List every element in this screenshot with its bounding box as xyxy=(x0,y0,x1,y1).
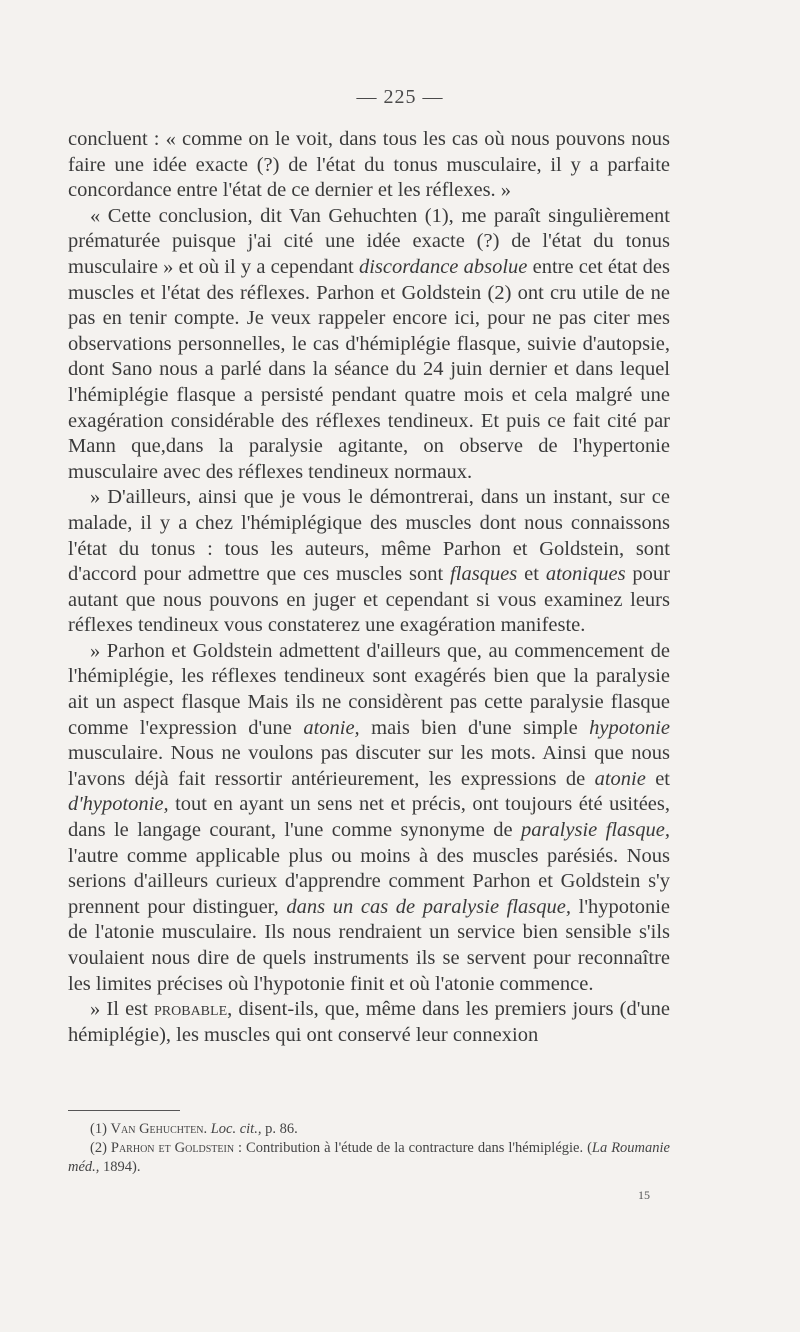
footnote-1 xyxy=(68,1120,670,1139)
footnote-rule xyxy=(68,1110,180,1111)
small-caps: probable xyxy=(154,998,228,1021)
emphasis: atonie xyxy=(594,767,646,790)
emphasis: paralysie flasque, xyxy=(520,819,671,842)
emphasis: d'hypotonie, xyxy=(68,793,169,816)
emphasis: atoniques xyxy=(545,563,626,586)
text-run: tout en ayant un sens net et précis, ont toujours été usitées, dans le langage courant, l'une comme synonyme de xyxy=(68,793,670,842)
paragraph-4 xyxy=(68,639,670,997)
paragraph-3 xyxy=(68,485,670,639)
text-run: l'autre comme applicable plus ou moins à des muscles parésiés. Nous serions d'ailleurs curieux d'apprendre comment Parhon et Goldstein s'y prennent pour distinguer, xyxy=(68,844,670,918)
body-text xyxy=(68,127,670,1048)
text-run: l'hypotonie de l'atonie musculaire. Ils nous rendraient un service bien sensible s'ils voulaient nous dire de quels instruments ils se servent pour reconnaître les limites précises où l'hypotonie finit et où l'atonie commence. xyxy=(68,895,671,995)
footnote-2 xyxy=(68,1139,670,1177)
text-run: , disent-ils, que, même dans les premiers jours (d'une hémiplégie), les muscles qui ont conservé leur connexion xyxy=(68,998,670,1046)
footnote-page: p. 86. xyxy=(261,1121,298,1137)
footnote-ref: Loc. cit., xyxy=(207,1121,262,1137)
text-run: concluent : « comme on le voit, dans tous les cas où nous pouvons nous faire une idée exacte (?) de l'état du tonus musculaire, il y a parfaite concordance entre l'état de ce dernier et les réflexes. » xyxy=(68,128,670,202)
text-run: et xyxy=(645,767,671,790)
emphasis: hypotonie xyxy=(589,716,671,739)
paragraph-1 xyxy=(68,127,670,204)
footnote-text: : Contribution à l'étude de la contracture dans l'hémiplégie. ( xyxy=(234,1140,592,1156)
footnote-journal: La Roumanie méd., xyxy=(68,1140,670,1175)
footnote-author: Parhon et Goldstein xyxy=(110,1140,235,1156)
footnote-number: (2) xyxy=(90,1140,111,1156)
text-run: musculaire. Nous ne voulons pas discuter sur les mots. Ainsi que nous l'avons déjà fait ressortir antérieurement, les expressions de xyxy=(68,742,670,790)
footnote-author: Van Gehuchten. xyxy=(110,1121,208,1137)
emphasis: dans un cas de paralysie flasque, xyxy=(286,895,572,918)
paragraph-2 xyxy=(68,204,670,486)
text-run: pour autant que nous pouvons en juger et cependant si vous examinez leurs réflexes tendineux vous constaterez une exagération manifeste. xyxy=(68,563,671,637)
text-run: » Il est xyxy=(90,998,154,1021)
page-number: — 225 — xyxy=(356,86,444,108)
text-run: entre cet état des muscles et l'état des réflexes. Parhon et Goldstein (2) ont cru utile de ne pas en tenir compte. Je veux rappeler encore ici, pour ne pas citer mes observations personnelles, le cas d'hémiplégie flasque, suivie d'autopsie, dont Sano nous a parlé dans la séance du 24 juin dernier et dans lequel l'hémiplégie flasque a persisté pendant quatre mois et cela malgré une exagération considérable des réflexes tendineux. Et puis ce fait cité par Mann que,dans la paralysie agitante, on observe de l'hypertonie musculaire avec des réflexes tendineux normaux. xyxy=(68,255,670,483)
emphasis: discordance absolue xyxy=(358,255,528,278)
footnote-number: (1) xyxy=(90,1121,111,1137)
emphasis: flasques xyxy=(450,563,518,586)
emphasis: atonie, xyxy=(303,716,360,739)
text-run: » Parhon et Goldstein admettent d'ailleurs que, au commencement de l'hémiplégie, les réflexes tendineux sont exagérés bien que la paralysie ait un aspect flasque Mais ils ne considèrent pas cette paralysie flasque comme l'expression d'une xyxy=(68,639,670,739)
signature-mark: 15 xyxy=(638,1188,650,1202)
text-run: et xyxy=(517,563,546,586)
footnote-year: 1894). xyxy=(99,1159,141,1175)
paragraph-5 xyxy=(68,997,670,1048)
text-run: « Cette conclusion, dit Van Gehuchten (1), me paraît singulièrement prématurée puisque j'ai cité une idée exacte (?) de l'état du tonus musculaire » et où il y a cependant xyxy=(68,204,670,278)
text-run: mais bien d'une simple xyxy=(359,716,590,739)
text-run: » D'ailleurs, ainsi que je vous le démontrerai, dans un instant, sur ce malade, il y a chez l'hémiplégique des muscles dont nous connaissons l'état du tonus : tous les auteurs, même Parhon et Goldstein, sont d'accord pour admettre que ces muscles sont xyxy=(68,486,670,586)
footnotes xyxy=(68,1120,670,1177)
